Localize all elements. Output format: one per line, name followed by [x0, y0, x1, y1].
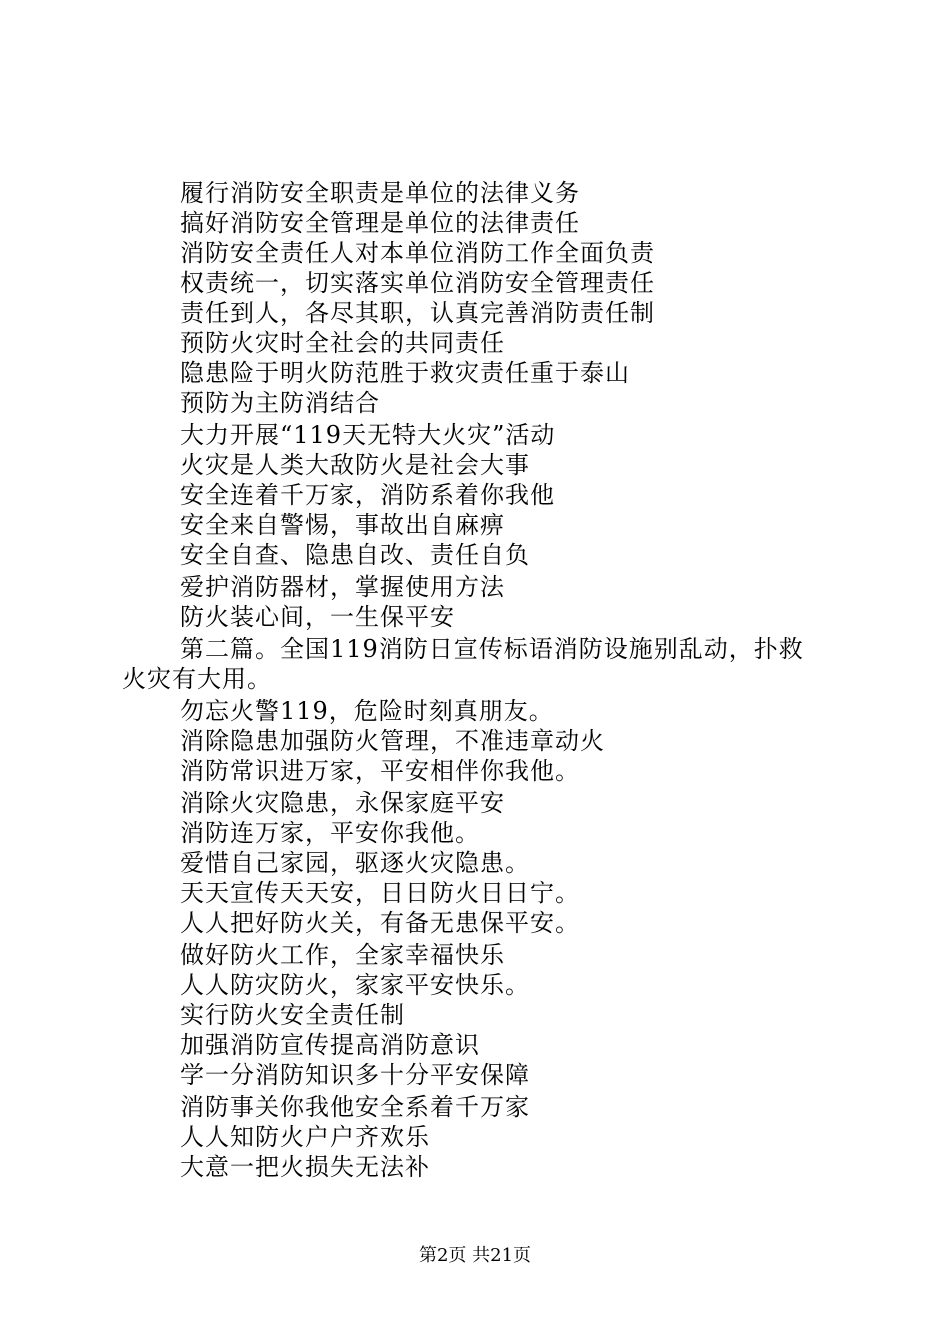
page-number-label: 第2页 共21页 — [418, 1245, 532, 1266]
slogan-line: 实行防火安全责任制 — [180, 1001, 405, 1029]
slogan-line: 人人防灾防火，家家平安快乐。 — [180, 971, 530, 999]
slogan-line: 隐患险于明火防范胜于救灾责任重于泰山 — [180, 359, 630, 387]
slogan-line: 安全来自警惕，事故出自麻痹 — [180, 511, 505, 539]
slogan-line: 防火装心间，一生保平安 — [180, 603, 455, 631]
slogan-line: 履行消防安全职责是单位的法律义务 — [180, 179, 580, 207]
slogan-line: 消防常识进万家，平安相伴你我他。 — [180, 757, 580, 785]
slogan-line: 消防安全责任人对本单位消防工作全面负责 — [180, 239, 655, 267]
slogan-line: 预防火灾时全社会的共同责任 — [180, 329, 505, 357]
slogan-line: 火灾是人类大敌防火是社会大事 — [180, 451, 530, 479]
slogan-line: 大意一把火损失无法补 — [180, 1153, 430, 1181]
slogan-line: 爱惜自己家园，驱逐火灾隐患。 — [180, 849, 530, 877]
slogan-line: 权责统一，切实落实单位消防安全管理责任 — [180, 269, 655, 297]
page-footer — [0, 1244, 950, 1268]
slogan-line: 大力开展“119天无特大火灾”活动 — [180, 421, 556, 449]
slogan-line: 安全连着千万家，消防系着你我他 — [180, 481, 555, 509]
slogan-line: 天天宣传天天安，日日防火日日宁。 — [180, 879, 580, 907]
section-heading-continuation: 火灾有大用。 — [122, 665, 272, 693]
slogan-line: 学一分消防知识多十分平安保障 — [180, 1061, 530, 1089]
slogan-line: 搞好消防安全管理是单位的法律责任 — [180, 209, 580, 237]
slogan-line: 爱护消防器材，掌握使用方法 — [180, 573, 505, 601]
slogan-line: 加强消防宣传提高消防意识 — [180, 1031, 480, 1059]
slogan-line: 人人把好防火关，有备无患保平安。 — [180, 909, 580, 937]
slogan-line: 消防事关你我他安全系着千万家 — [180, 1093, 530, 1121]
slogan-line: 消除隐患加强防火管理，不准违章动火 — [180, 727, 605, 755]
slogan-line: 消防连万家，平安你我他。 — [180, 819, 480, 847]
slogan-line: 勿忘火警119，危险时刻真朋友。 — [180, 697, 554, 725]
slogan-line: 责任到人，各尽其职，认真完善消防责任制 — [180, 299, 655, 327]
section-heading: 第二篇。全国119消防日宣传标语消防设施别乱动，扑救 — [180, 635, 804, 663]
slogan-line: 安全自查、隐患自改、责任自负 — [180, 541, 530, 569]
slogan-line: 人人知防火户户齐欢乐 — [180, 1123, 430, 1151]
slogan-line: 消除火灾隐患，永保家庭平安 — [180, 789, 505, 817]
slogan-line: 做好防火工作，全家幸福快乐 — [180, 941, 505, 969]
slogan-line: 预防为主防消结合 — [180, 389, 380, 417]
